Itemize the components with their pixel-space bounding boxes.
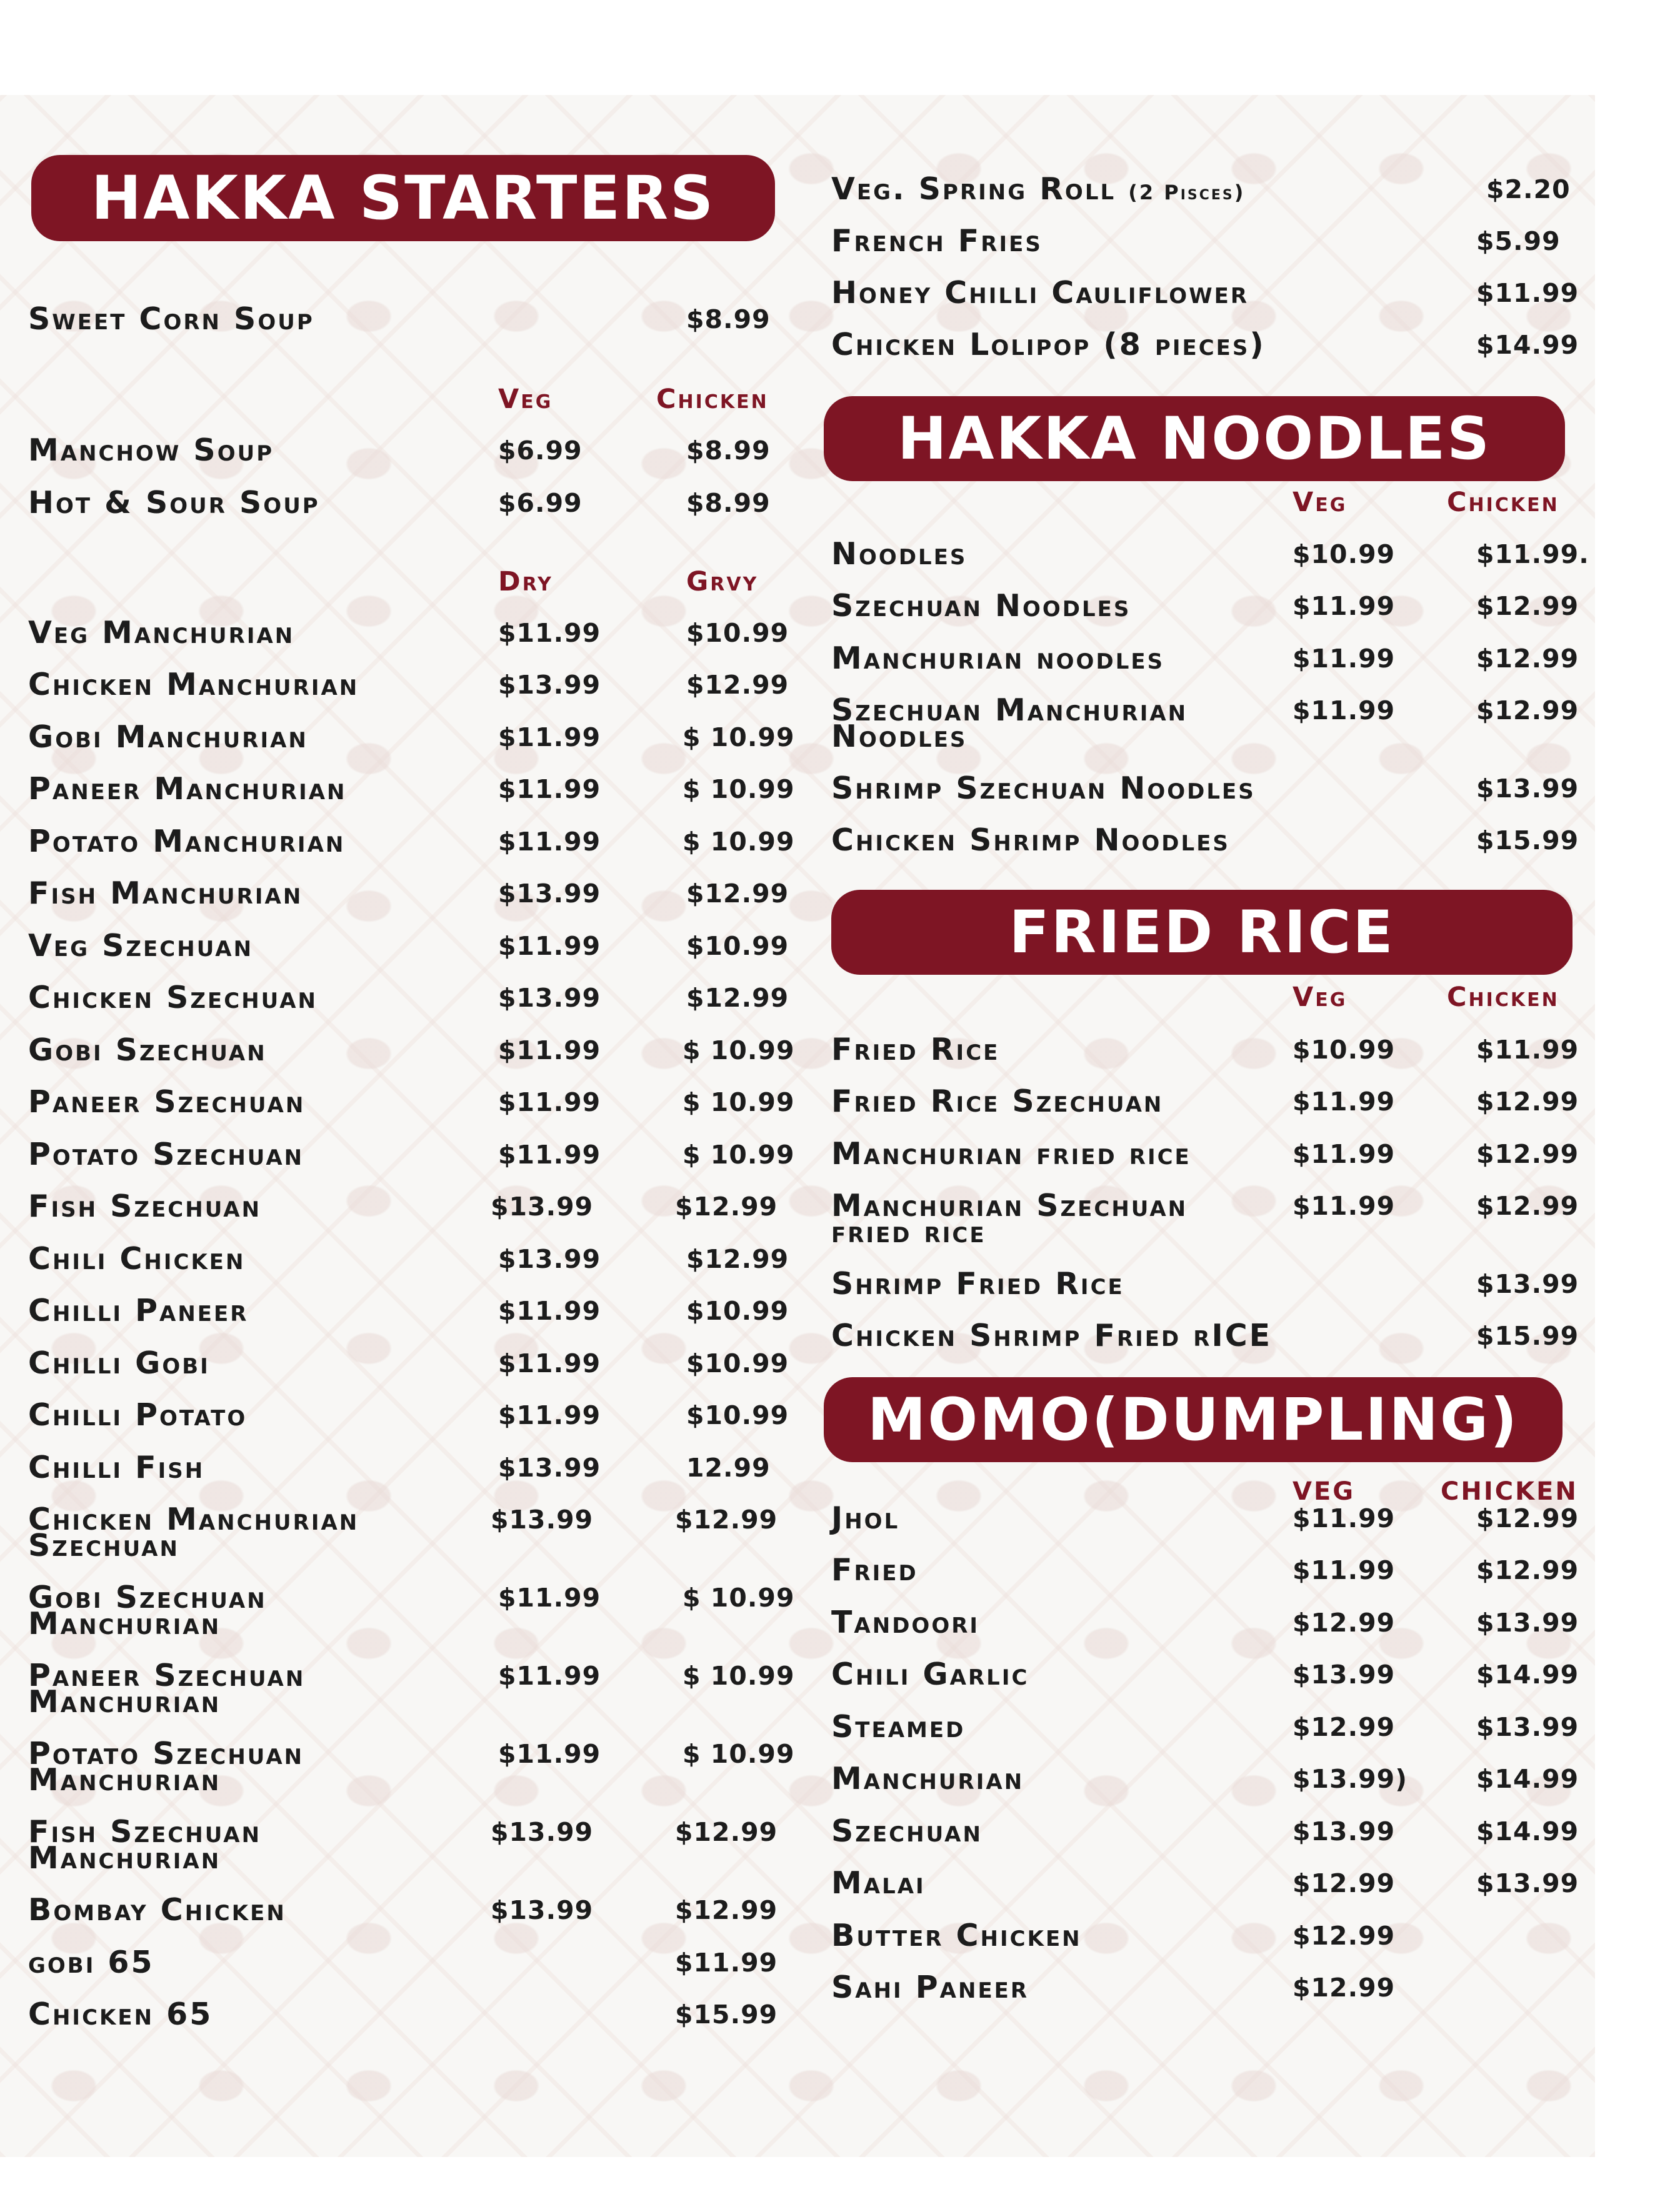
gravy-header: Grvy <box>686 566 759 597</box>
momo-item-veg: $12.99 <box>1292 1712 1396 1742</box>
starter-item-dry: $11.99 <box>498 931 601 961</box>
starter-item-dry: $11.99 <box>498 1035 601 1065</box>
momo-item-veg: $12.99 <box>1292 1608 1396 1638</box>
noodle-item-veg: $11.99 <box>1292 695 1396 725</box>
momo-item-veg: $12.99 <box>1292 1868 1396 1898</box>
starter-item-name: Paneer Manchurian <box>28 771 347 807</box>
starter-item-gravy: $12.99 <box>675 1895 778 1925</box>
noodle-item-price: $15.99 <box>1476 825 1579 855</box>
noodle-item-chicken: $11.99. <box>1476 539 1589 569</box>
noodle-item-veg: $10.99 <box>1292 539 1396 569</box>
chicken-lolipop-name: Chicken Lolipop (8 pieces) <box>831 327 1266 362</box>
starter-item-name: Chicken Szechuan <box>28 980 318 1015</box>
chicken-65-price: $15.99 <box>675 2000 778 2030</box>
starter-item-dry: $13.99 <box>498 670 601 700</box>
starter-item-name: Potato Szechuan Manchurian <box>28 1736 304 1798</box>
rice-item-veg: $10.99 <box>1292 1035 1396 1065</box>
starter-item-gravy: $12.99 <box>686 670 789 700</box>
momo-item-chicken: $12.99 <box>1476 1503 1579 1533</box>
momo-item-name: Steamed <box>831 1709 966 1745</box>
starter-item-name: Chicken Manchurian Szechuan <box>28 1502 359 1563</box>
momo-item-name: Tandoori <box>831 1605 980 1640</box>
french-fries-price: $5.99 <box>1476 226 1561 256</box>
manchow-soup-name: Manchow Soup <box>28 432 274 468</box>
starter-item-name: Gobi Szechuan <box>28 1032 267 1068</box>
momo-item-veg: $12.99 <box>1292 1921 1396 1951</box>
starter-item-name: Potato Szechuan <box>28 1137 304 1172</box>
starter-item-dry: $13.99 <box>491 1192 594 1222</box>
starter-item-name: Potato Manchurian <box>28 824 346 859</box>
starter-item-name: Chilli Paneer <box>28 1293 249 1328</box>
rice-item-name: Fried Rice Szechuan <box>831 1084 1164 1119</box>
momo-item-name: Butter Chicken <box>831 1918 1082 1953</box>
rice-item-name: Shrimp Fried Rice <box>831 1266 1124 1302</box>
momo-item-name: Sahi Paneer <box>831 1970 1029 2005</box>
starter-item-gravy: $12.99 <box>675 1192 778 1222</box>
rice-item-name: Chicken Shrimp Fried rICE <box>831 1318 1272 1353</box>
hakka-noodles-banner: HAKKA NOODLES <box>824 396 1565 481</box>
noodle-item-name: Chicken Shrimp Noodles <box>831 822 1230 858</box>
noodles-veg-header: Veg <box>1292 487 1348 518</box>
noodle-item-veg: $11.99 <box>1292 591 1396 621</box>
momo-veg-header: VEG <box>1292 1477 1356 1506</box>
momo-item-chicken: $14.99 <box>1476 1660 1579 1690</box>
rice-item-name: Fried Rice <box>831 1032 1000 1067</box>
manchow-soup-chicken: $8.99 <box>686 436 771 466</box>
noodle-item-chicken: $12.99 <box>1476 591 1579 621</box>
momo-item-chicken: $14.99 <box>1476 1764 1579 1794</box>
starter-item-gravy: $10.99 <box>686 1296 789 1326</box>
noodle-item-price: $13.99 <box>1476 774 1579 804</box>
starter-item-gravy: $ 10.99 <box>682 1087 795 1117</box>
soup-veg-header: Veg <box>498 384 553 415</box>
starter-item-dry: $11.99 <box>498 722 601 752</box>
starter-item-dry: $11.99 <box>498 1739 601 1769</box>
starter-item-gravy: 12.99 <box>686 1453 771 1483</box>
rice-item-name: Manchurian fried rice <box>831 1136 1191 1172</box>
starter-item-dry: $13.99 <box>498 983 601 1013</box>
starter-item-name: Chilli Gobi <box>28 1345 210 1381</box>
starter-item-name: Gobi Szechuan Manchurian <box>28 1580 267 1642</box>
fried-rice-banner: FRIED RICE <box>831 890 1572 975</box>
starter-item-dry: $13.99 <box>498 879 601 909</box>
momo-banner: MOMO(DUMPLING) <box>824 1377 1562 1462</box>
starter-item-gravy: $ 10.99 <box>682 1583 795 1613</box>
rice-item-price: $13.99 <box>1476 1269 1579 1299</box>
gobi-65-price: $11.99 <box>675 1948 778 1978</box>
momo-item-chicken: $13.99 <box>1476 1712 1579 1742</box>
starter-item-gravy: $12.99 <box>686 983 789 1013</box>
hot-sour-soup-veg: $6.99 <box>498 488 582 518</box>
starter-item-gravy: $ 10.99 <box>682 827 795 857</box>
rice-item-name: Manchurian Szechuan fried rice <box>831 1188 1188 1250</box>
momo-item-chicken: $14.99 <box>1476 1816 1579 1846</box>
noodle-item-veg: $11.99 <box>1292 644 1396 674</box>
rice-item-veg: $11.99 <box>1292 1087 1396 1117</box>
rice-item-veg: $11.99 <box>1292 1139 1396 1169</box>
momo-item-chicken: $13.99 <box>1476 1868 1579 1898</box>
soup-chicken-header: Chicken <box>656 384 769 415</box>
starter-item-name: Chilli Fish <box>28 1450 205 1485</box>
starter-item-name: Fish Szechuan <box>28 1188 262 1224</box>
rice-item-chicken: $12.99 <box>1476 1139 1579 1169</box>
momo-item-chicken: $13.99 <box>1476 1608 1579 1638</box>
momo-item-veg: $13.99) <box>1292 1764 1408 1794</box>
momo-item-chicken: $12.99 <box>1476 1555 1579 1585</box>
starter-item-dry: $11.99 <box>498 1661 601 1691</box>
starter-item-dry: $11.99 <box>498 1348 601 1378</box>
starter-item-dry: $13.99 <box>491 1505 594 1535</box>
momo-item-name: Jhol <box>831 1500 900 1536</box>
starter-item-gravy: $12.99 <box>675 1817 778 1847</box>
momo-item-veg: $13.99 <box>1292 1660 1396 1690</box>
noodle-item-name: Manchurian noodles <box>831 640 1165 676</box>
momo-item-name: Fried <box>831 1552 918 1588</box>
hot-sour-soup-chicken: $8.99 <box>686 488 771 518</box>
momo-item-name: Szechuan <box>831 1813 982 1849</box>
french-fries-name: French Fries <box>831 223 1042 259</box>
gobi-65-name: gobi 65 <box>28 1945 154 1980</box>
rice-item-price: $15.99 <box>1476 1321 1579 1351</box>
starter-item-name: Chilli Potato <box>28 1397 248 1433</box>
momo-item-veg: $11.99 <box>1292 1555 1396 1585</box>
starter-item-name: Bombay Chicken <box>28 1892 286 1928</box>
starter-item-dry: $13.99 <box>491 1895 594 1925</box>
noodle-item-name: Noodles <box>831 536 968 572</box>
starter-item-name: Veg Manchurian <box>28 615 295 650</box>
rice-item-veg: $11.99 <box>1292 1191 1396 1221</box>
starter-item-dry: $11.99 <box>498 618 601 648</box>
starter-item-name: Fish Szechuan Manchurian <box>28 1814 262 1876</box>
starter-item-gravy: $10.99 <box>686 1400 789 1430</box>
starter-item-dry: $11.99 <box>498 1140 601 1170</box>
starter-item-name: Veg Szechuan <box>28 928 254 964</box>
noodle-item-chicken: $12.99 <box>1476 695 1579 725</box>
honey-chilli-cauliflower-name: Honey Chilli Cauliflower <box>831 275 1249 311</box>
rice-item-chicken: $11.99 <box>1476 1035 1579 1065</box>
momo-chicken-header: CHICKEN <box>1441 1477 1578 1506</box>
starter-item-name: Chicken Manchurian <box>28 667 359 702</box>
dry-header: Dry <box>498 566 553 597</box>
momo-item-name: Chili Garlic <box>831 1657 1029 1692</box>
rice-veg-header: Veg <box>1292 982 1348 1013</box>
chicken-65-name: Chicken 65 <box>28 1996 213 2032</box>
chicken-lolipop-price: $14.99 <box>1476 330 1579 360</box>
momo-item-veg: $11.99 <box>1292 1503 1396 1533</box>
momo-item-name: Manchurian <box>831 1761 1024 1796</box>
starter-item-gravy: $ 10.99 <box>682 1661 795 1691</box>
starter-item-dry: $13.99 <box>491 1817 594 1847</box>
spring-roll-note: (2 Pisces) <box>1128 181 1246 204</box>
starter-item-dry: $11.99 <box>498 1296 601 1326</box>
noodle-item-name: Szechuan Noodles <box>831 588 1131 624</box>
honey-chilli-cauliflower-price: $11.99 <box>1476 278 1579 308</box>
starter-item-gravy: $ 10.99 <box>682 1035 795 1065</box>
starter-item-dry: $11.99 <box>498 1400 601 1430</box>
starter-item-gravy: $12.99 <box>675 1505 778 1535</box>
momo-item-veg: $13.99 <box>1292 1816 1396 1846</box>
rice-item-chicken: $12.99 <box>1476 1191 1579 1221</box>
noodle-item-name: Szechuan Manchurian Noodles <box>831 692 1188 754</box>
manchow-soup-veg: $6.99 <box>498 436 582 466</box>
hot-sour-soup-name: Hot & Sour Soup <box>28 485 320 521</box>
sweet-corn-soup-price: $8.99 <box>686 304 771 334</box>
sweet-corn-soup-name: Sweet Corn Soup <box>28 301 314 337</box>
starter-item-name: Gobi Manchurian <box>28 719 308 755</box>
starter-item-gravy: $10.99 <box>686 931 789 961</box>
rice-chicken-header: Chicken <box>1447 982 1559 1013</box>
starter-item-name: Paneer Szechuan <box>28 1084 306 1120</box>
spring-roll-price: $2.20 <box>1486 174 1571 204</box>
starter-item-dry: $11.99 <box>498 827 601 857</box>
starter-item-name: Chili Chicken <box>28 1241 246 1277</box>
hakka-starters-banner: HAKKA STARTERS <box>31 155 775 241</box>
starter-item-gravy: $10.99 <box>686 1348 789 1378</box>
starter-item-gravy: $12.99 <box>686 879 789 909</box>
starter-item-gravy: $ 10.99 <box>682 722 795 752</box>
momo-item-name: Malai <box>831 1865 926 1901</box>
starter-item-name: Paneer Szechuan Manchurian <box>28 1658 306 1720</box>
starter-item-gravy: $ 10.99 <box>682 1739 795 1769</box>
noodle-item-chicken: $12.99 <box>1476 644 1579 674</box>
spring-roll-name <box>831 171 1246 207</box>
starter-item-dry: $11.99 <box>498 1583 601 1613</box>
starter-item-dry: $13.99 <box>498 1244 601 1274</box>
starter-item-dry: $11.99 <box>498 774 601 804</box>
rice-item-chicken: $12.99 <box>1476 1087 1579 1117</box>
starter-item-name: Fish Manchurian <box>28 875 303 911</box>
noodles-chicken-header: Chicken <box>1447 487 1559 518</box>
starter-item-dry: $11.99 <box>498 1087 601 1117</box>
spring-roll-label: Veg. Spring Roll <box>831 171 1116 207</box>
noodle-item-name: Shrimp Szechuan Noodles <box>831 770 1256 806</box>
starter-item-gravy: $12.99 <box>686 1244 789 1274</box>
starter-item-gravy: $10.99 <box>686 618 789 648</box>
starter-item-gravy: $ 10.99 <box>682 774 795 804</box>
starter-item-dry: $13.99 <box>498 1453 601 1483</box>
starter-item-gravy: $ 10.99 <box>682 1140 795 1170</box>
momo-item-veg: $12.99 <box>1292 1973 1396 2003</box>
